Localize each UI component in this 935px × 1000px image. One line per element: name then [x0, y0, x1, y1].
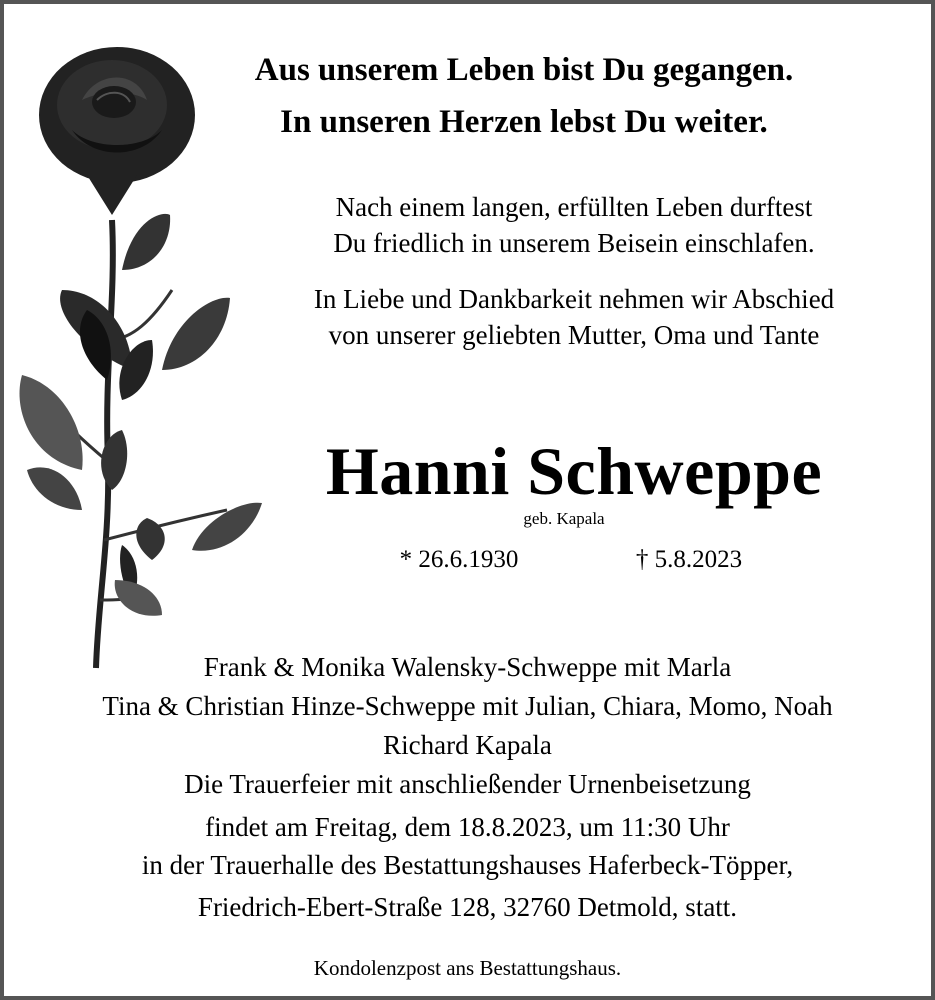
intro-line-1: Nach einem langen, erfüllten Leben durftest: [335, 192, 813, 222]
mourner-line-1: Frank & Monika Walensky-Schweppe mit Marla: [203, 652, 732, 682]
ceremony-line-2: findet am Freitag, dem 18.8.2023, um 11:30 Uhr: [205, 812, 730, 842]
birth-date: * 26.6.1930: [399, 546, 519, 573]
ceremony-line-4: Friedrich-Ebert-Straße 128, 32760 Detmold, statt.: [197, 892, 738, 922]
ceremony-line-3: in der Trauerhalle des Bestattungshauses Haferbeck-Töpper,: [141, 850, 794, 880]
intro-line-4: von unserer geliebten Mutter, Oma und Tante: [328, 320, 820, 350]
motto-line-2: In unseren Herzen lebst Du weiter.: [280, 104, 768, 140]
ceremony-line-1: Die Trauerfeier mit anschließender Urnenbeisetzung: [184, 769, 751, 799]
mourner-line-2: Tina & Christian Hinze-Schweppe mit Julian, Chiara, Momo, Noah: [102, 691, 833, 721]
death-date: † 5.8.2023: [635, 546, 743, 573]
intro-line-2: Du friedlich in unserem Beisein einschlafen.: [333, 228, 815, 258]
mourner-line-3: Richard Kapala: [383, 730, 552, 760]
maiden-name: geb. Kapala: [523, 509, 605, 528]
motto-line-1: Aus unserem Leben bist Du gegangen.: [254, 52, 794, 88]
deceased-name: Hanni Schweppe: [325, 433, 823, 509]
footer-note: Kondolenzpost ans Bestattungshaus.: [313, 956, 622, 980]
intro-line-3: In Liebe und Dankbarkeit nehmen wir Abschied: [313, 284, 835, 314]
